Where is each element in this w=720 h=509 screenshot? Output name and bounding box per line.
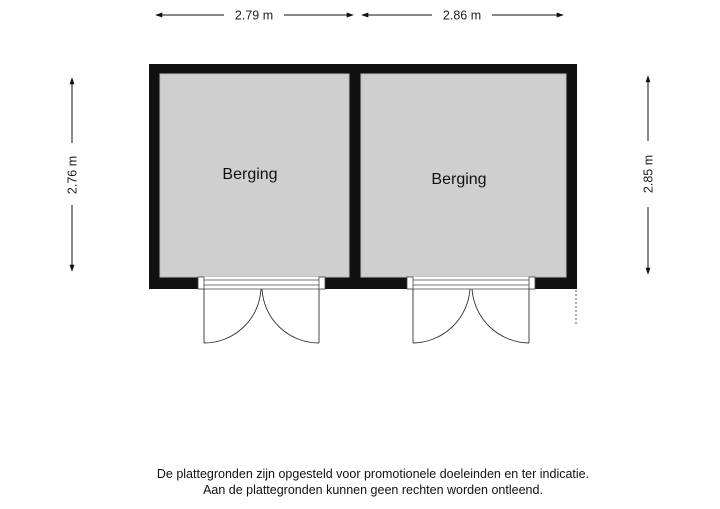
disclaimer (0, 466, 720, 498)
dimension-top-left (156, 9, 353, 23)
double-door-left (204, 289, 319, 343)
dimension-label-left: 2.76 m (65, 155, 80, 195)
dimension-label-right: 2.85 m (641, 154, 656, 194)
building-outline (149, 64, 577, 289)
disclaimer-line-2: Aan de plattegronden kunnen geen rechten worden ontleend. (203, 483, 543, 497)
dimension-label-top-right: 2.86 m (442, 8, 482, 23)
dimension-top-right (362, 9, 563, 23)
dimension-left (66, 78, 80, 271)
dimension-label-top-left: 2.79 m (234, 8, 274, 23)
room-label-right: Berging (431, 171, 487, 188)
room-label-left: Berging (222, 166, 278, 183)
dimension-right (642, 76, 656, 274)
double-door-right (413, 289, 529, 343)
disclaimer-line-1: De plattegronden zijn opgesteld voor promotionele doeleinden en ter indicatie. (156, 467, 590, 481)
